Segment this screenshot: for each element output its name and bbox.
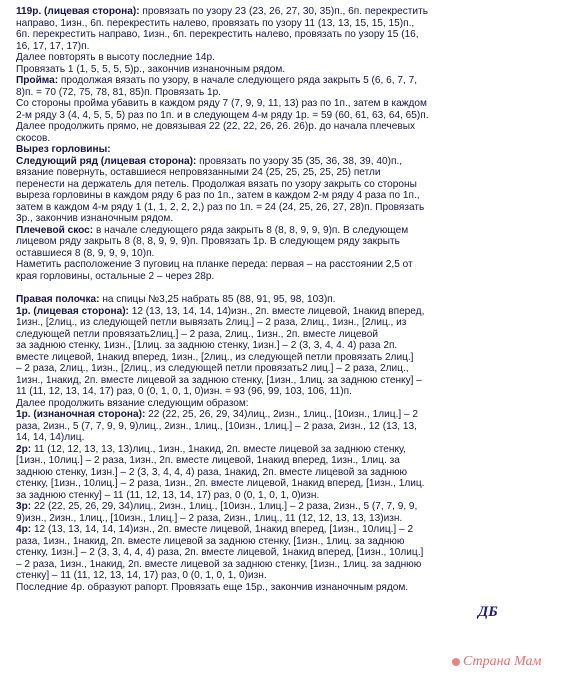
row-text-line: вместе лицевой, 1накид вперед, 1изн., [2лиц., из следующей петли провязать 2лиц.] [16,351,414,363]
row-text-line: 16, 17, 17, 17)п. [16,40,90,52]
row-text-line: 9)изн., 2изн., 1лиц., [10изн., 1лиц.] – 2 раза, 2изн., 1лиц., 11 (12, 12, 13, 13, 13)изн. [16,512,403,524]
row-text-line: [1изн., 10лиц.] – 2 раза, 1изн., 2п. вместе лицевой, 1накид вперед, 1изн., 1лиц. за [16,455,400,466]
row-text-line: 12 (13, 13, 14, 14, 14)изн., 2п. вместе лицевой, 1накид вперед, [128,305,425,317]
row-text-line: 1изн., [2лиц., из следующей петли вывязать 2лиц.] – 2 раза, 2лиц., 1изн., [2лиц., из [16,317,407,328]
row-label: 2р: [16,443,32,455]
neckline-heading [16,144,536,156]
row-text-line: провязать по узору 35 (35, 36, 38, 39, 40)п., [196,155,403,167]
repeat-summary [16,582,536,594]
next-row-paragraph [16,156,536,225]
section-label: Пройма: [16,75,59,86]
row-text-line: за заднюю стенку, 1изн., [1лиц. за заднюю стенку, 1изн.] – 2 (3, 3, 4, 4. 4) раза 2п. [16,340,398,351]
watermark [452,656,542,668]
section-heading: Вырез горловины: [16,144,111,155]
row-text-line: вязание повернуть, оставшиеся непровязанными 24 (25, 25, 25, 25, 25) петли [16,167,381,178]
row-text-line: 22 (22, 25, 26, 29, 34)лиц., 2изн., 1лиц., [10изн., 1лиц.] – 2 [145,409,419,420]
row-text-line: Наметить расположение 3 пуговиц на планке переда: первая – на расстоянии 2,5 от [16,259,413,270]
watermark-text: Страна Мам [463,654,542,669]
row-text-line: скосов. [16,132,51,144]
paragraph-gap [16,282,536,294]
row-119-paragraph [16,6,536,52]
right-front-paragraph [16,294,536,306]
row-text-line: следующей петли провязать2лиц.] – 2 раза, 2лиц., 1изн., 2п. вместе лицевой [16,328,378,340]
pattern-document [16,6,536,593]
row-text-line: заднюю стенку, 1изн.] – 2 (3, 3, 4, 4, 4) раза, 1накид, 2п. вместе лицевой за заднюю [16,466,408,478]
row-label: 4р: [16,524,32,535]
pattern-row-1-paragraph [16,409,536,444]
section-label: Плечевой скос: [16,224,94,236]
row-text-line: провязать по узору 23 (23, 26, 27, 30, 35)п., 6п. перекрестить [139,6,428,17]
continue-note [16,398,536,410]
row-text-line: 2-м ряду 3 (4, 4, 5, 5, 5) раз по 1п. и в следующем 4-м ряду 1р. = 59 (60, 61, 63, 64, 65)п. [16,109,429,121]
front-row-1-paragraph [16,306,536,398]
pattern-row-2-paragraph [16,444,536,502]
flower-icon [452,658,460,666]
row-text-line: стенку, 1изн.] – 2 (3, 3, 4, 4, 4) раза, 2п. вместе лицевой, 1накид вперед, [1изн., 10лиц.] [16,547,424,558]
row-text-line: края горловины, остальные 2 – через 28р. [16,270,215,282]
row-text-line: 22 (22, 25, 26, 29, 34)лиц., 2изн., 1лиц., [10изн., 1лиц.] – 2 раза, 2изн., 5 (7, 7, 9, 9, [31,501,418,512]
row-text-line: 1изн., 1накид, 2п. вместе лицевой за заднюю стенку, [1изн., 1лиц. за заднюю стенку] – [16,374,422,386]
row-text-line: оставшиеся 8 (8, 9, 9, 9, 10)п. [16,247,155,259]
row-label: 1р. (лицевая сторона): [16,305,129,317]
row-text-line: стенку, [1изн., 10лиц.] – 2 раза, 1изн., 2п. вместе лицевой, 1накид вперед, [1изн., 1лиц. [16,478,425,489]
row-text-line: Далее повторять в высоту последние 14р. [16,52,215,63]
row-text-line: 8)п. = 70 (72, 75, 78, 81, 85)п. Провязать 1р. [16,86,222,98]
pattern-row-4-paragraph [16,524,536,582]
buttons-paragraph [16,259,536,282]
row-text-line: стенку] – 11 (11, 12, 13, 14, 17) раз, 0 (0, 1, 0, 1, 0)изн. [16,570,267,581]
section-label: Правая полочка: [16,294,100,305]
row-text-line: выреза горловины в каждом ряду 6 раз по 1п., затем в каждом 2-м ряду 4 раза по 1п., [16,190,420,201]
armhole-decrease-paragraph [16,98,536,144]
row-text-line: лицевом ряду закрыть 8 (8, 8, 9, 9, 9)п. Провязать 1р. В следующем ряду закрыть [16,236,400,247]
row-label: 119р. (лицевая сторона): [16,6,140,17]
author-signature: ДБ [478,604,498,620]
row-text-line: – 2 раза, 1изн., 1накид, 2п. вместе лицевой за заднюю стенку, [1изн., 1лиц. за заднюю [16,558,422,570]
row-text-line: Со стороны пройма убавить в каждом ряду 7 (7, 9, 9, 11, 13) раз по 1п., затем в каждом [16,98,427,109]
row-text-line: на спицы №3,25 набрать 85 (88, 91, 95, 98, 103)п. [99,294,336,305]
row-text-line: Последние 4р. образуют рапорт. Провязать еще 15р., закончив изнаночным рядом. [16,581,409,593]
pattern-row-3-paragraph [16,501,536,524]
row-text-line: раза, 1изн., 1накид, 2п. вместе лицевой за заднюю стенку, [1изн., 1лиц. за заднюю [16,535,405,547]
row-text-line: 12 (13, 13, 14, 14, 14)изн., 2п. вместе лицевой, 1накид вперед, [1изн., 10лиц.] – 2 [31,524,414,535]
row-text-line: Провязать 1 (1, 5, 5, 5, 5)р., закончив изнаночным рядом. [16,63,286,75]
row-text-line: раза, 2изн., 5 (7, 7, 9, 9, 9)лиц., 2изн., 1лиц., [10изн., 1лиц.] – 2 раза, 2изн., 12 (13, 13, [16,420,417,432]
row-text-line: 6п. перекрестить направо, 1изн., 6п. перекрестить налево, провязать по узору 15 (16, [16,29,419,40]
row-text-line: продолжая вязать по узору, в начале следующего ряда закрыть 5 (6, 6, 7, 7, [58,75,417,86]
row-text-line: 11 (11, 12, 13, 14, 17) раз, 0 (0, 1, 0, 1, 0)изн. = 93 (96, 99, 103, 106, 11)п. [16,386,352,397]
knit-note [16,64,536,76]
row-text-line: 14, 14, 14)лиц. [16,432,85,443]
row-text-line: направо, 1изн., 6п. перекрестить налево, провязать по узору 11 (13, 13, 15, 15, 15)п., [16,17,415,29]
row-text-line: – 2 раза, 2лиц., 1изн., [2лиц., из следующей петли провязать2 лиц.] – 2 раза, 2лиц., [16,363,409,374]
row-text-line: за заднюю стенку] – 11 (11, 12, 13, 14, 17) раз, 0 (0, 1, 0, 1, 0)изн. [16,489,320,501]
row-text-line: 3р., закончив изнаночным рядом. [16,213,174,224]
row-label: Следующий ряд (лицевая сторона): [16,155,197,167]
armhole-paragraph [16,75,536,98]
repeat-note [16,52,536,64]
row-text-line: Далее продолжить прямо, не довязывая 22 (22, 22, 26, 26. 26)р. до начала плечевых [16,121,416,132]
row-text-line: Далее продолжить вязание следующим образом: [16,397,249,409]
row-text-line: в начале следующего ряда закрыть 8 (8, 8, 9, 9, 9)п. В следующем [93,224,409,236]
shoulder-paragraph [16,225,536,260]
row-text-line: затем в каждом 4-м ряду 1 (1, 1, 2, 2, 2,) раз по 1п. = 24 (24, 25, 26, 27, 28)п. Провязать [16,201,425,213]
row-label: 3р: [16,501,32,512]
row-label: 1р. (изнаночная сторона): [16,409,146,420]
row-text-line: 11 (12, 12, 13, 13, 13)лиц., 1изн., 1накид, 2п. вместе лицевой за заднюю стенку, [31,443,406,455]
row-text-line: перенести на держатель для петель. Продолжая вязать по узору закрыть со стороны [16,178,417,190]
